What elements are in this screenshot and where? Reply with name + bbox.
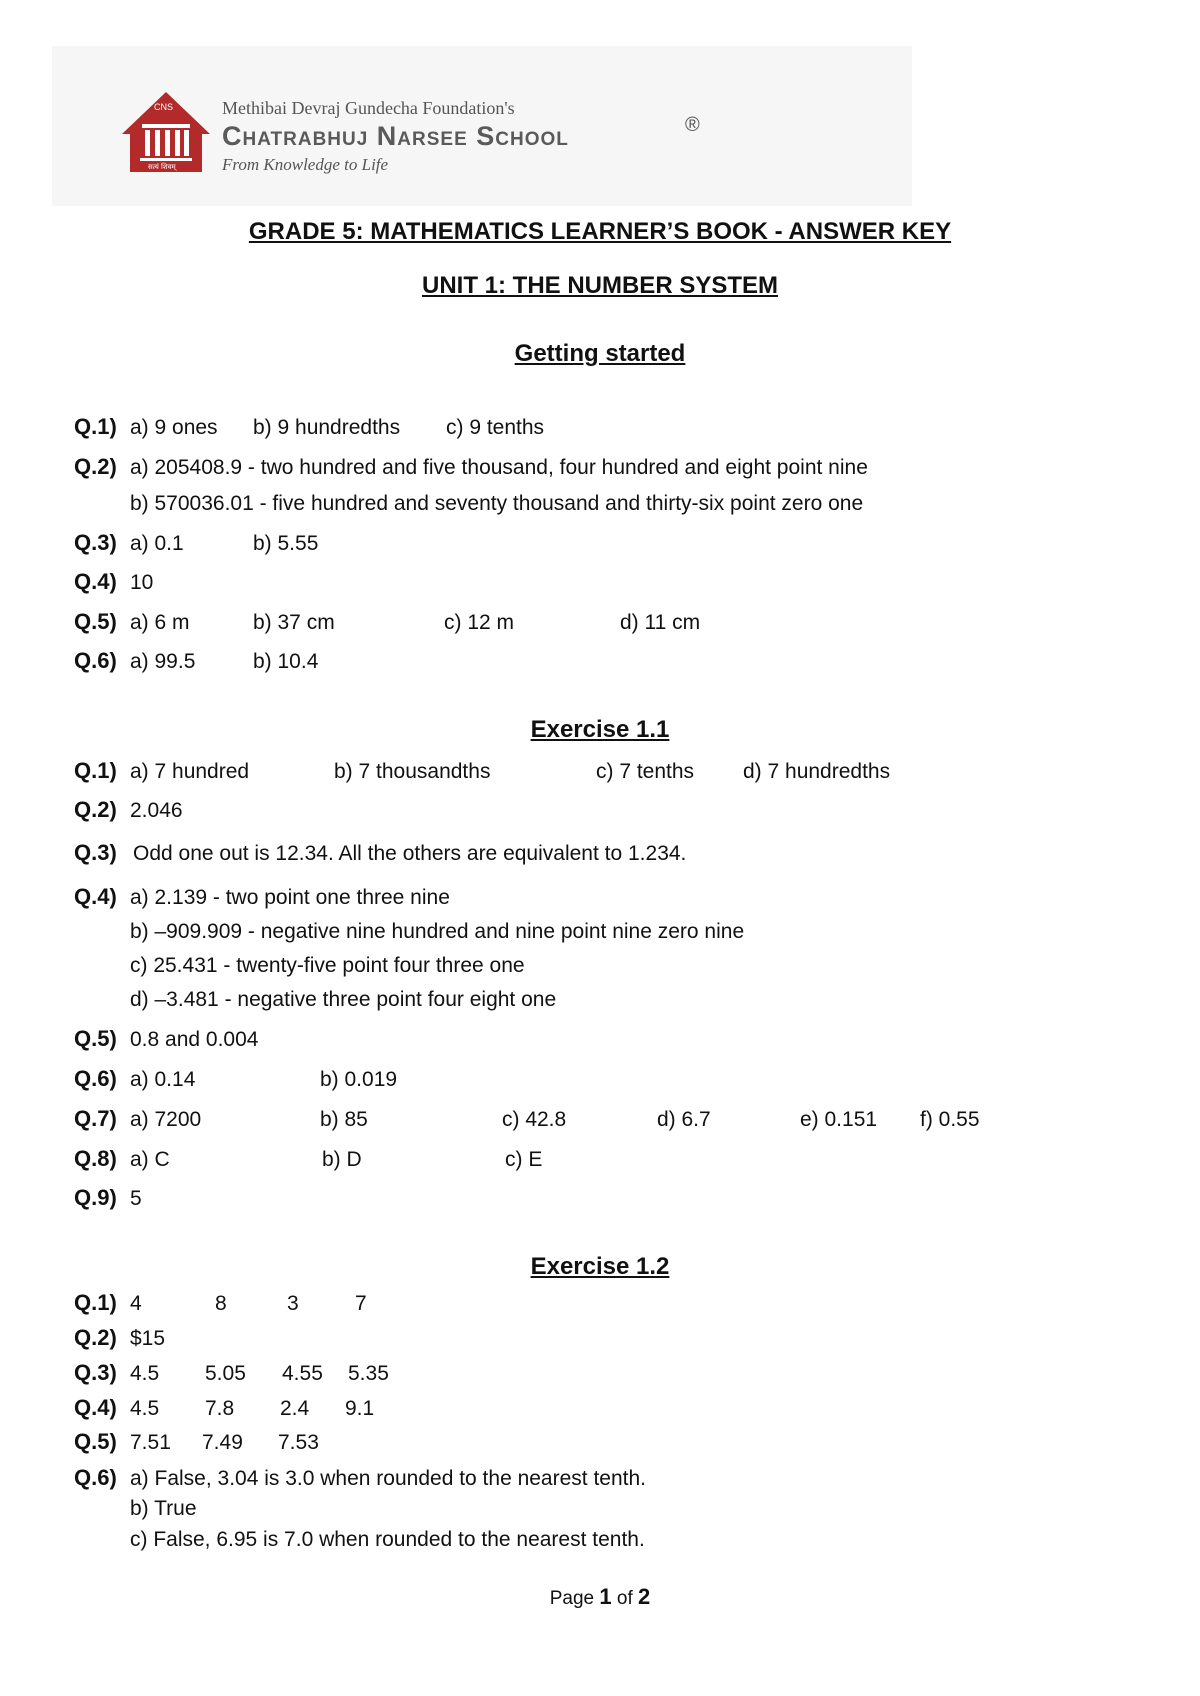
section-heading-exercise-1-1: Exercise 1.1 <box>530 716 670 743</box>
answer: c) 42.8 <box>502 1108 567 1131</box>
gs-q2-row <box>74 454 117 480</box>
answer: c) 9 tenths <box>446 416 545 439</box>
registered-mark: ® <box>685 114 700 136</box>
answer: b) 9 hundredths <box>253 416 401 439</box>
ex11-q3-row <box>74 840 117 866</box>
answer: 10 <box>130 571 154 594</box>
ex12-q4-row <box>74 1395 117 1421</box>
question-label: Q.2) <box>74 454 117 479</box>
answer: a) C <box>130 1148 170 1171</box>
unit-title: UNIT 1: THE NUMBER SYSTEM <box>421 272 778 299</box>
answer: a) 9 ones <box>130 416 218 439</box>
emblem-motto: सत्यं शिवम् <box>148 163 176 171</box>
ex11-q2-row <box>74 797 117 823</box>
answer: $15 <box>130 1327 166 1350</box>
question-label: Q.2) <box>74 797 117 822</box>
page-word: Page <box>549 1588 595 1609</box>
answer-value: 4 <box>130 1292 142 1315</box>
gs-q1-row <box>74 414 117 440</box>
question-label: Q.2) <box>74 1325 117 1350</box>
ex11-q4-row <box>74 884 117 910</box>
page-footer <box>0 1584 1200 1610</box>
answer-value: 7.53 <box>278 1431 319 1454</box>
answer: b) 5.55 <box>253 532 319 555</box>
answer: e) 0.151 <box>800 1108 878 1131</box>
answer-value: 5.05 <box>205 1362 246 1385</box>
answer: 2.046 <box>130 799 183 822</box>
ex11-q8-row <box>74 1146 117 1172</box>
answer: b) –909.909 - negative nine hundred and nine point nine zero nine <box>130 920 745 943</box>
answer: b) D <box>322 1148 362 1171</box>
ex11-q9-row <box>74 1185 117 1211</box>
answer: a) 205408.9 - two hundred and five thousand, four hundred and eight point nine <box>130 456 868 479</box>
answer: c) False, 6.95 is 7.0 when rounded to the nearest tenth. <box>130 1528 645 1551</box>
gs-q3-row <box>74 530 117 556</box>
answer: c) E <box>505 1148 543 1171</box>
answer: 0.8 and 0.004 <box>130 1028 259 1051</box>
ex11-q5-row <box>74 1026 117 1052</box>
answer-value: 7.49 <box>202 1431 243 1454</box>
answer: b) 7 thousandths <box>334 760 491 783</box>
ex12-q6-row <box>74 1465 117 1491</box>
answer: b) 85 <box>320 1108 368 1131</box>
answer: a) 0.1 <box>130 532 184 555</box>
logo-text <box>222 98 569 175</box>
question-label: Q.7) <box>74 1106 117 1131</box>
answer: f) 0.55 <box>920 1108 980 1131</box>
question-label: Q.1) <box>74 758 117 783</box>
answer-value: 4.55 <box>282 1362 323 1385</box>
answer: c) 25.431 - twenty-five point four three one <box>130 954 525 977</box>
ex12-q1-row <box>74 1290 117 1316</box>
question-label: Q.6) <box>74 648 117 673</box>
answer: a) 2.139 - two point one three nine <box>130 886 450 909</box>
answer-value: 5.35 <box>348 1362 389 1385</box>
answer: c) 12 m <box>444 611 515 634</box>
answer-value: 9.1 <box>345 1397 375 1420</box>
answer-value: 7.8 <box>205 1397 235 1420</box>
question-label: Q.5) <box>74 1026 117 1051</box>
question-label: Q.3) <box>74 1360 117 1385</box>
question-label: Q.9) <box>74 1185 117 1210</box>
foundation-name: Methibai Devraj Gundecha Foundation's <box>222 98 515 118</box>
answer: a) 0.14 <box>130 1068 196 1091</box>
answer: b) True <box>130 1497 197 1520</box>
current-page: 1 <box>599 1584 612 1609</box>
answer: a) 7200 <box>130 1108 202 1131</box>
answer: c) 7 tenths <box>596 760 695 783</box>
answer: a) 6 m <box>130 611 190 634</box>
question-label: Q.8) <box>74 1146 117 1171</box>
answer-value: 7.51 <box>130 1431 171 1454</box>
question-label: Q.1) <box>74 1290 117 1315</box>
question-label: Q.6) <box>74 1465 117 1490</box>
question-label: Q.4) <box>74 569 117 594</box>
answer-value: 4.5 <box>130 1362 160 1385</box>
school-tagline: From Knowledge to Life <box>222 155 389 174</box>
answer: d) 6.7 <box>657 1108 711 1131</box>
ex12-q3-row <box>74 1360 117 1386</box>
document-title: GRADE 5: MATHEMATICS LEARNER’S BOOK - ANSWER KEY <box>248 218 952 245</box>
answer-value: 4.5 <box>130 1397 160 1420</box>
question-label: Q.3) <box>74 840 117 865</box>
question-label: Q.4) <box>74 884 117 909</box>
ex11-q6-row <box>74 1066 117 1092</box>
section-heading-exercise-1-2: Exercise 1.2 <box>530 1253 670 1280</box>
answer: 5 <box>130 1187 142 1210</box>
question-label: Q.3) <box>74 530 117 555</box>
of-word: of <box>616 1588 633 1609</box>
school-emblem-icon <box>118 88 214 184</box>
question-label: Q.6) <box>74 1066 117 1091</box>
ex11-q7-row <box>74 1106 117 1132</box>
answer: a) 7 hundred <box>130 760 250 783</box>
emblem-text: CNS <box>154 102 174 112</box>
answer: d) –3.481 - negative three point four eight one <box>130 988 557 1011</box>
section-heading-getting-started: Getting started <box>514 340 686 367</box>
total-pages: 2 <box>638 1584 651 1609</box>
gs-q5-row <box>74 609 117 635</box>
gs-q4-row <box>74 569 117 595</box>
answer: Odd one out is 12.34. All the others are equivalent to 1.234. <box>133 842 687 865</box>
answer: b) 10.4 <box>253 650 319 673</box>
ex11-q1-row <box>74 758 117 784</box>
answer-value: 8 <box>215 1292 227 1315</box>
school-name: Chatrabhuj Narsee School <box>222 121 569 151</box>
question-label: Q.4) <box>74 1395 117 1420</box>
gs-q6-row <box>74 648 117 674</box>
ex12-q5-row <box>74 1429 117 1455</box>
question-label: Q.5) <box>74 609 117 634</box>
answer: d) 11 cm <box>620 611 701 634</box>
answer: b) 37 cm <box>253 611 335 634</box>
answer: a) False, 3.04 is 3.0 when rounded to the nearest tenth. <box>130 1467 646 1490</box>
answer: d) 7 hundredths <box>743 760 891 783</box>
question-label: Q.1) <box>74 414 117 439</box>
answer: b) 0.019 <box>320 1068 398 1091</box>
answer-value: 7 <box>355 1292 367 1315</box>
answer: b) 570036.01 - five hundred and seventy thousand and thirty-six point zero one <box>130 492 864 515</box>
answer-value: 2.4 <box>280 1397 310 1420</box>
question-label: Q.5) <box>74 1429 117 1454</box>
answer-value: 3 <box>287 1292 299 1315</box>
ex12-q2-row <box>74 1325 117 1351</box>
answer: a) 99.5 <box>130 650 196 673</box>
